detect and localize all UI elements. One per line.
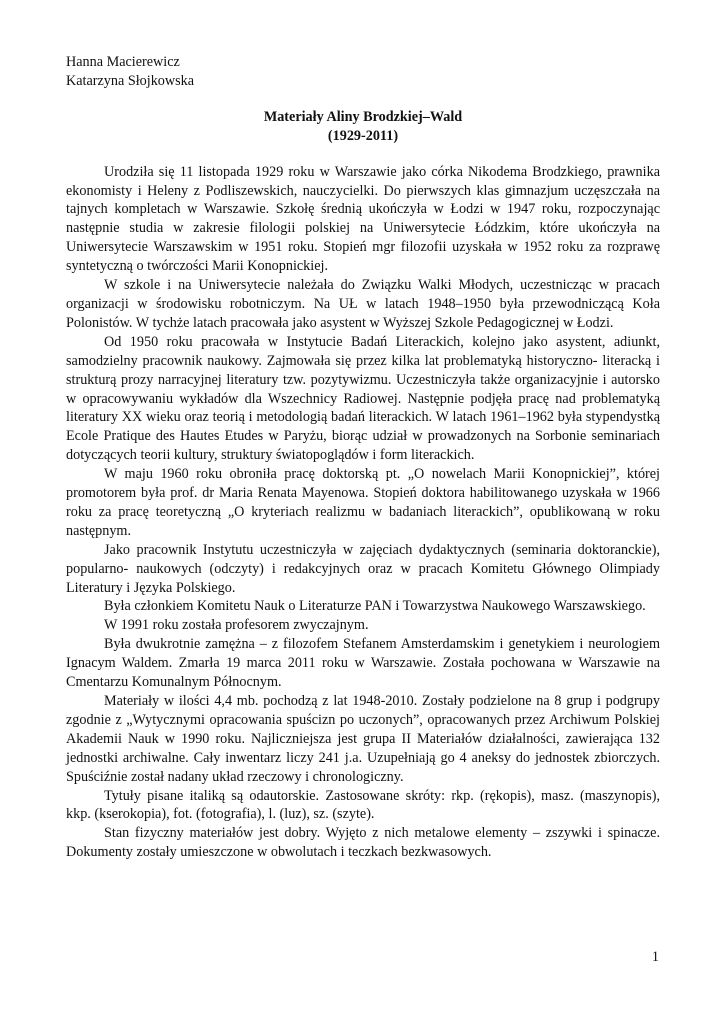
paragraph: Stan fizyczny materiałów jest dobry. Wyjęto z nich metalowe elementy – zszywki i spinacze. Dokumenty zostały umieszczone w obwolutach i teczkach bezkwasowych.: [66, 825, 660, 861]
document-title-block: [66, 108, 660, 146]
authors-block: [66, 53, 660, 91]
paragraph: W maju 1960 roku obroniła pracę doktorską pt. „O nowelach Marii Konopnickiej”, której promotorem była prof. dr Maria Renata Mayenowa. Stopień doktora habilitowanego uzyskała w 1966 roku za pracę teoretyczną „O kryteriach realizmu w badaniach literackich”, opublikowaną w roku następnym.: [66, 466, 660, 539]
paragraph: W 1991 roku została profesorem zwyczajnym.: [104, 617, 369, 634]
document-body: [66, 163, 660, 863]
author-name: Hanna Macierewicz: [66, 54, 180, 70]
document-title: Materiały Aliny Brodzkiej–Wald: [263, 108, 463, 125]
paragraph: Tytuły pisane italiką są odautorskie. Zastosowane skróty: rkp. (rękopis), masz. (maszynopis), kkp. (kserokopia), fot. (fotografia), l. (luz), sz. (szyte).: [66, 787, 660, 823]
paragraph: Materiały w ilości 4,4 mb. pochodzą z lat 1948-2010. Zostały podzielone na 8 grup i podgrupy zgodnie z „Wytycznymi opracowania spuścizn po uczonych”, opracowanych przez Archiwum Polskiej Akademii Nauk w 1990 roku. Najliczniejsza jest grupa II Materiałów działalności, zawierająca 132 jednostki archiwalne. Cały inwentarz liczy 241 j.a. Uzupełniają go 4 aneksy do jednostek zbiorczych. Spuściźnie został nadany układ rzeczowy i chronologiczny.: [66, 693, 660, 785]
paragraph: Jako pracownik Instytutu uczestniczyła w zajęciach dydaktycznych (seminaria doktoranckie), popularno- naukowych (odczyty) i redakcyjnych oraz w pracach Komitetu Głównego Olimpiady Literatury i Języka Polskiego.: [66, 541, 660, 596]
paragraph: Urodziła się 11 listopada 1929 roku w Warszawie jako córka Nikodema Brodzkiego, prawnika ekonomisty i Heleny z Podliszewskich, nauczycielki. Do pierwszych klas gimnazjum uczęszczała na tajnych kompletach w Warszawie. Szkołę średnią ukończyła w Łodzi w 1947 roku, rozpoczynając następnie studia w zakresie filologii polskiej na Uniwersytecie Łódzkim, które ukończyła na Uniwersytecie Warszawskim w 1951 roku. Stopień mgr filozofii uzyskała w 1952 roku za rozprawę syntetyczną o twórczości Marii Konopnickiej.: [66, 163, 660, 275]
paragraph: W szkole i na Uniwersytecie należała do Związku Walki Młodych, uczestnicząc w pracach organizacji w środowisku robotniczym. Na UŁ w latach 1948–1950 była przewodniczącą Koła Polonistów. W tychże latach pracowała jako asystent w Wyższej Szkole Pedagogicznej w Łodzi.: [66, 277, 660, 331]
page-number: 1: [651, 949, 659, 965]
paragraph: Od 1950 roku pracowała w Instytucie Badań Literackich, kolejno jako asystent, adiunkt, samodzielny pracownik naukowy. Zajmowała się przez kilka lat problematyką historyczno- literacką i strukturą prozy narracyjnej literatury tzw. pozytywizmu. Uczestniczyła także organizacyjnie i autorsko w opracowywaniu wykładów dla Wszechnicy Radiowej. Następnie podjęła pracę nad problematyką literatury XX wieku oraz teorią i metodologią badań literackich. W latach 1961–1962 była stypendystką Ecole Pratique des Hautes Etudes w Paryżu, biorąc udział w prowadzonych na Sorbonie seminariach dotyczących teorii kultury, struktury światopoglądów i form literackich.: [66, 333, 660, 464]
paragraph: Była członkiem Komitetu Nauk o Literaturze PAN i Towarzystwa Naukowego Warszawskiego.: [104, 598, 646, 615]
paragraph: Była dwukrotnie zamężna – z filozofem Stefanem Amsterdamskim i genetykiem i neurologiem Ignacym Waldem. Zmarła 19 marca 2011 roku w Warszawie. Została pochowana w Warszawie na Cmentarzu Komunalnym Północnym.: [66, 636, 660, 691]
document-page: [66, 53, 660, 862]
document-years: (1929-2011): [327, 127, 399, 144]
author-name: Katarzyna Słojkowska: [66, 72, 195, 89]
